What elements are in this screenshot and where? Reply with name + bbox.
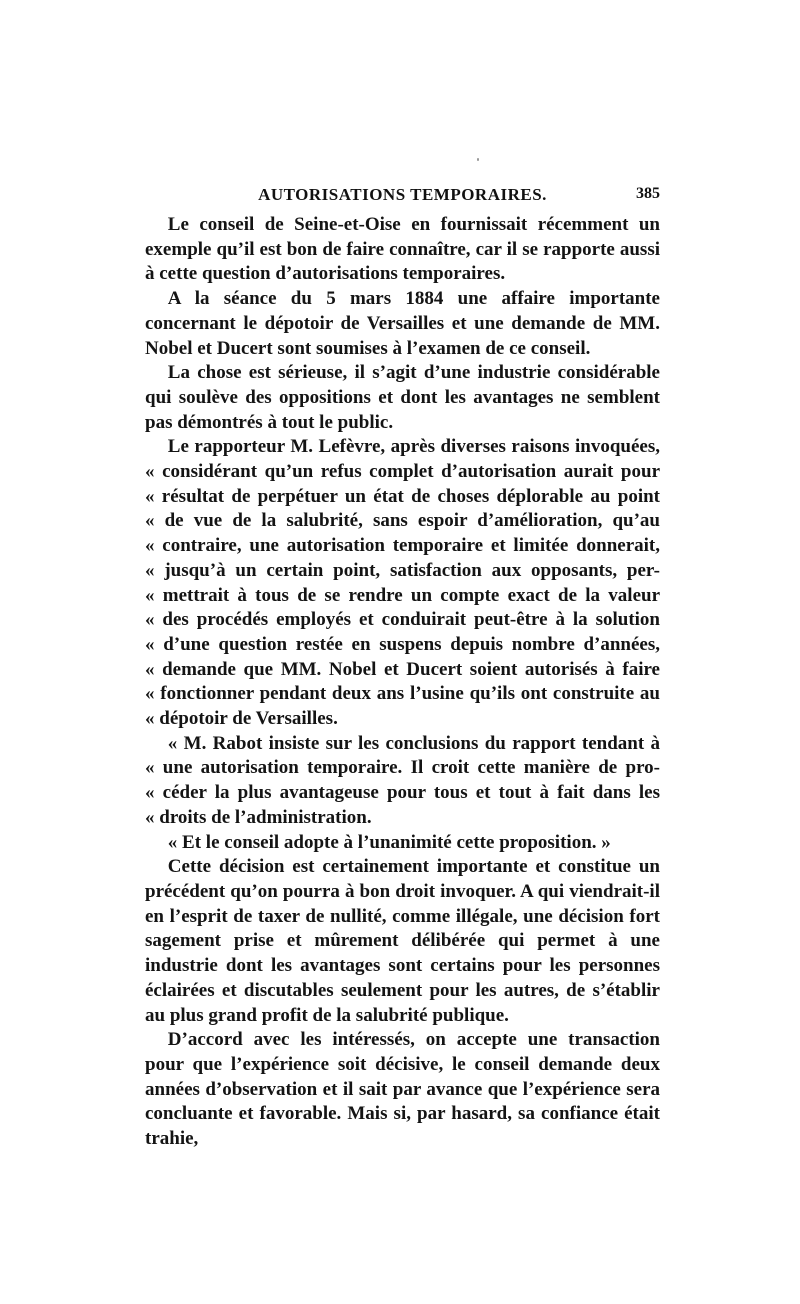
quote-line: « fonctionner pendant deux ans l’usine qu’ils ont construite au — [145, 683, 660, 705]
page-number: 385 — [636, 185, 660, 202]
quote-line: « de vue de la salubrité, sans espoir d’amélioration, qu’au — [145, 510, 660, 532]
quote-line: « droits de l’administration. — [145, 806, 372, 828]
quote-line: « Et le conseil adopte à l’unanimité cette proposition. » — [167, 831, 611, 853]
paragraph: Le conseil de Seine-et-Oise en fournissait récemment un exemple qu’il est bon de faire connaître, car il se rapporte aussi à cette question d’autorisations temporaires. — [145, 214, 660, 285]
quote-line: « considérant qu’un refus complet d’autorisation aurait pour — [145, 461, 660, 483]
quote-line: « contraire, une autorisation temporaire et limitée donnerait, — [145, 535, 660, 557]
quote-line: « M. Rabot insiste sur les conclusions du rapport tendant à — [167, 732, 660, 754]
quote-line: « des procédés employés et conduirait peut-être à la solution — [145, 609, 660, 631]
quote-line: « résultat de perpétuer un état de choses déplorable au point — [145, 485, 660, 507]
quote-line: « céder la plus avantageuse pour tous et tout à fait dans les — [145, 782, 660, 804]
quoted-deliberation — [145, 435, 660, 855]
quote-line: « mettrait à tous de se rendre un compte exact de la valeur — [145, 584, 660, 606]
paragraph: D’accord avec les intéressés, on accepte une transaction pour que l’expérience soit décisive, le conseil demande deux années d’observation et il sait par avance que l’expérience sera concluante et favorable. Mais si, par hasard, sa confiance était trahie, — [145, 1029, 660, 1150]
quote-line: « demande que MM. Nobel et Ducert soient autorisés à faire — [145, 658, 660, 680]
paragraph: Cette décision est certainement importante et constitue un précédent qu’on pourra à bon droit invoquer. A qui viendrait-il en l’esprit de taxer de nullité, comme illégale, une décision fort sagement prise et mûrement délibérée qui permet à une industrie dont les avantages sont certains pour les personnes éclairées et discutables seulement pour les autres, de s’établir au plus grand profit de la salubrité publique. — [145, 856, 660, 1026]
quote-line: « une autorisation temporaire. Il croit cette manière de pro- — [145, 757, 660, 779]
ink-speck — [477, 158, 479, 161]
quote-line: « dépotoir de Versailles. — [145, 708, 338, 730]
paragraph: A la séance du 5 mars 1884 une affaire importante concernant le dépotoir de Versailles et une demande de MM. Nobel et Ducert sont soumises à l’examen de ce conseil. — [145, 288, 660, 359]
body-text — [145, 213, 660, 1152]
page-header — [145, 185, 660, 211]
quote-line: « d’une question restée en suspens depuis nombre d’années, — [145, 633, 660, 655]
quote-line: « jusqu’à un certain point, satisfaction aux opposants, per- — [145, 559, 660, 581]
paragraph: La chose est sérieuse, il s’agit d’une industrie considérable qui soulève des oppositions et dont les avantages ne semblent pas démontrés à tout le public. — [145, 362, 660, 433]
running-head: AUTORISATIONS TEMPORAIRES. — [258, 185, 547, 204]
quote-line: Le rapporteur M. Lefèvre, après diverses raisons invoquées, — [167, 436, 660, 458]
